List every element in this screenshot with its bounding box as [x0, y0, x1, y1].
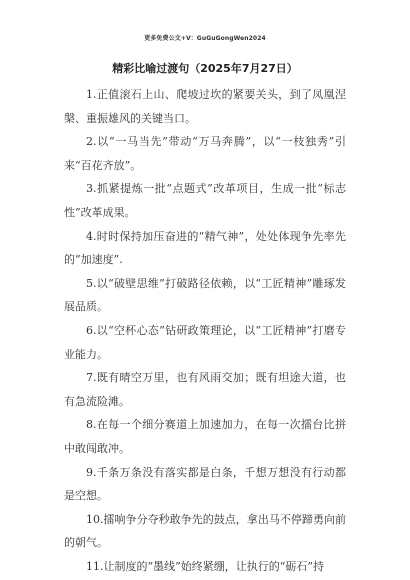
paragraph-8: 8.在每一个细分赛道上加速加力，在每一次擂台比拼中敢闯敢冲。	[64, 418, 346, 455]
paragraph-5: 5.以“破壁思维”打破路径依赖，以“工匠精神”雕琢发展品质。	[64, 276, 346, 314]
document-title: 精彩比喻过渡句（2025年7月27日）	[112, 62, 298, 75]
paragraph-11: 11.让制度的“墨线”始终紧绷，让执行的“砺石”持	[86, 559, 324, 573]
paragraph-4: 4.时时保持加压奋进的“精气神”，处处体现争先率先的“加速度”.	[64, 229, 346, 267]
document-body	[64, 83, 346, 578]
paragraph-7: 7.既有晴空万里，也有风雨交加；既有坦途大道，也有急流险滩。	[64, 371, 346, 408]
paragraph-2: 2.以“一马当先”带动“万马奔腾”，以“一枝独秀”引来“百花齐放”。	[64, 135, 346, 172]
paragraph-9: 9.千条万条没有落实都是白条，千想万想没有行动都是空想。	[64, 465, 346, 503]
paragraph-1: 1.正值滚石上山、爬坡过坎的紧要关头，到了凤凰涅槃、重振雄风的关键当口。	[64, 88, 346, 125]
paragraph-10: 10.擂响争分夺秒敢争先的鼓点，拿出马不停蹄勇向前的朝气。	[64, 512, 346, 550]
header-note: 更多免费公文+V：GuGuGongWen2024	[144, 35, 266, 42]
paragraph-3: 3.抓紧提炼一批“点题式”改革项目，生成一批“标志性”改革成果。	[64, 182, 346, 219]
paragraph-6: 6.以“空杯心态”钻研政策理论，以“工匠精神”打磨专业能力。	[64, 323, 346, 361]
